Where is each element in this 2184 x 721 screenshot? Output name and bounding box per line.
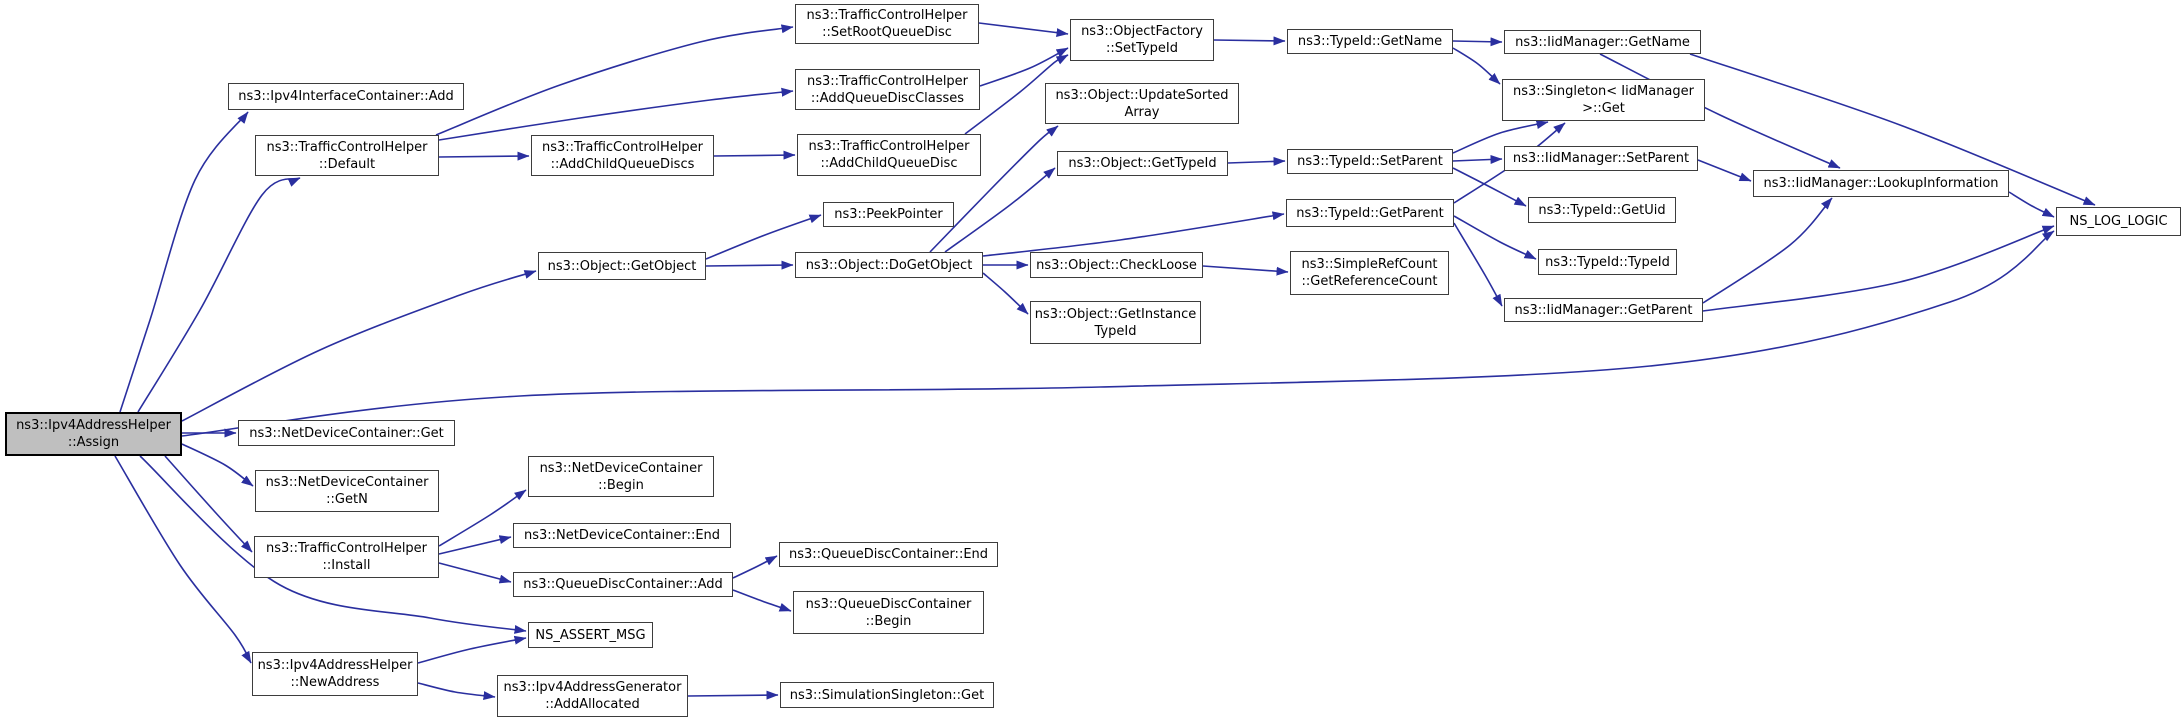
edge-qdcAdd-qdcEnd xyxy=(733,556,777,578)
node-label: ns3::TrafficControlHelper xyxy=(266,139,428,155)
node-addAlloc[interactable] xyxy=(497,675,688,717)
node-ifcAdd[interactable] xyxy=(228,83,464,110)
node-label: ns3::IidManager::LookupInformation xyxy=(1763,176,1999,191)
node-newAddr[interactable] xyxy=(252,652,418,696)
node-label: ns3::Ipv4InterfaceContainer::Add xyxy=(238,89,454,104)
edge-tidSetParent-iidSetParent xyxy=(1453,159,1502,161)
node-qdcBegin[interactable] xyxy=(793,591,984,634)
node-label: Array xyxy=(1124,104,1160,120)
node-label: ns3::IidManager::GetParent xyxy=(1514,302,1693,318)
node-label: ns3::QueueDiscContainer xyxy=(805,596,972,612)
node-label: ns3::TrafficControlHelper xyxy=(806,8,968,23)
node-simSingleton[interactable] xyxy=(780,682,994,708)
edge-checkLoose-simpleRef xyxy=(1203,266,1288,272)
node-iidSetParent[interactable] xyxy=(1504,146,1698,171)
node-label: ns3::Object::GetInstance xyxy=(1034,306,1197,322)
node-label: ns3::NetDeviceContainer::End xyxy=(523,528,721,543)
node-ndcGet[interactable] xyxy=(238,420,455,446)
node-peek[interactable] xyxy=(823,202,954,227)
edge-install-qdcAdd xyxy=(439,563,511,582)
node-assertMsg[interactable] xyxy=(528,622,653,648)
node-tidSetParent[interactable] xyxy=(1287,149,1453,174)
node-label: ::Install xyxy=(322,558,371,573)
node-label: ::Begin xyxy=(598,477,644,493)
node-checkLoose[interactable] xyxy=(1030,252,1203,278)
edge-iidSetParent-lookup xyxy=(1698,160,1751,181)
node-label: ns3::Object::CheckLoose xyxy=(1036,257,1197,273)
node-qdcEnd[interactable] xyxy=(779,542,998,567)
node-label: ns3::QueueDiscContainer::Add xyxy=(523,577,723,592)
node-label: ns3::QueueDiscContainer::End xyxy=(788,547,989,562)
node-label: ns3::Ipv4AddressHelper xyxy=(257,658,413,673)
edge-tidSetParent-tidGetUid xyxy=(1453,168,1526,206)
node-label: ::Assign xyxy=(67,435,120,450)
edge-default-addQDC xyxy=(439,91,793,140)
edge-default-addChildQDs xyxy=(439,156,529,157)
node-iidGetName[interactable] xyxy=(1504,30,1701,54)
node-label: ns3::Object::GetTypeId xyxy=(1068,156,1217,171)
node-singletonGet[interactable] xyxy=(1502,79,1705,121)
node-label: ::Begin xyxy=(865,613,912,629)
node-doGetObj[interactable] xyxy=(795,252,983,278)
edge-getObj-doGetObj xyxy=(706,265,793,266)
edge-assign-ifcAdd xyxy=(120,112,248,412)
edge-addQDC-facSetTid xyxy=(980,48,1068,86)
node-updSorted[interactable] xyxy=(1045,83,1239,124)
node-ndcGetN[interactable] xyxy=(255,470,439,512)
node-facSetTid[interactable] xyxy=(1070,19,1214,61)
node-label: ::AddChildQueueDiscs xyxy=(550,156,695,172)
node-simpleRef[interactable] xyxy=(1290,251,1449,295)
node-label: ns3::Object::DoGetObject xyxy=(805,257,973,273)
node-label: NS_LOG_LOGIC xyxy=(2069,214,2168,229)
node-label: ns3::TypeId::SetParent xyxy=(1297,154,1443,169)
node-tidGetUid[interactable] xyxy=(1528,197,1676,223)
node-iidGetParent[interactable] xyxy=(1504,298,1703,322)
node-ndcEnd[interactable] xyxy=(513,523,731,548)
node-lookup[interactable] xyxy=(1753,170,2009,197)
node-label: ::Default xyxy=(318,156,376,172)
node-install[interactable] xyxy=(254,536,439,578)
node-label: ns3::TrafficControlHelper xyxy=(808,139,970,154)
node-label: ns3::TypeId::GetParent xyxy=(1296,205,1444,221)
node-label: ::SetRootQueueDisc xyxy=(822,25,952,40)
node-getObj[interactable] xyxy=(538,252,706,280)
node-label: ns3::NetDeviceContainer::Get xyxy=(249,425,444,441)
node-label: ns3::TypeId::TypeId xyxy=(1545,254,1670,270)
edge-tidGetParent-iidGetParent xyxy=(1454,223,1502,306)
node-label: ns3::NetDeviceContainer xyxy=(265,475,429,490)
edge-facSetTid-tidGetName xyxy=(1214,40,1285,41)
node-label: ns3::NetDeviceContainer xyxy=(539,460,703,476)
edge-tidGetName-iidGetName xyxy=(1453,41,1502,42)
edge-tidGetParent-tidTypeId xyxy=(1454,216,1536,259)
edge-objGetTid-tidSetParent xyxy=(1228,161,1285,163)
node-label: >::Get xyxy=(1582,101,1625,116)
node-label: ns3::TrafficControlHelper xyxy=(265,541,428,556)
node-label: ::GetReferenceCount xyxy=(1301,274,1438,289)
edge-assign-ndcGetN xyxy=(182,444,253,486)
node-setRoot[interactable] xyxy=(795,4,979,44)
node-nslog[interactable] xyxy=(2056,207,2181,236)
node-qdcAdd[interactable] xyxy=(513,572,733,597)
edge-newAddr-addAlloc xyxy=(418,683,495,697)
node-label: ::SetTypeId xyxy=(1105,41,1179,56)
edge-doGetObj-tidGetParent xyxy=(983,214,1284,256)
edge-qdcAdd-qdcBegin xyxy=(733,590,791,611)
node-label: ns3::PeekPointer xyxy=(834,207,943,222)
node-label: ::NewAddress xyxy=(290,675,380,690)
edge-tidGetName-singletonGet xyxy=(1453,48,1500,84)
edge-default-setRoot xyxy=(436,27,793,135)
edge-addChildQDs-addChildQD xyxy=(714,155,795,156)
node-tidGetName[interactable] xyxy=(1287,29,1453,54)
node-label: ns3::TrafficControlHelper xyxy=(541,139,704,155)
node-label: ::AddChildQueueDisc xyxy=(820,156,958,171)
edge-newAddr-assertMsg xyxy=(418,638,526,663)
node-label: ns3::Singleton< IidManager xyxy=(1512,84,1694,99)
node-label: ns3::Object::GetObject xyxy=(547,258,697,274)
node-label: ns3::IidManager::SetParent xyxy=(1512,151,1690,166)
node-label: ns3::Ipv4AddressHelper xyxy=(16,418,171,433)
node-label: ::AddQueueDiscClasses xyxy=(810,90,965,106)
node-default[interactable] xyxy=(255,135,439,176)
node-label: ns3::TypeId::GetUid xyxy=(1538,202,1666,218)
node-ndcBegin[interactable] xyxy=(528,456,714,497)
node-label: ns3::ObjectFactory xyxy=(1081,24,1203,39)
edge-assign-install xyxy=(165,456,252,552)
node-addChildQDs[interactable] xyxy=(531,135,714,176)
edge-assign-newAddr xyxy=(115,456,251,663)
node-tidTypeId[interactable] xyxy=(1538,249,1677,275)
node-label: ::GetN xyxy=(326,492,368,507)
edge-addAlloc-simSingleton xyxy=(688,695,778,696)
node-label: TypeId xyxy=(1094,323,1137,339)
edge-iidGetParent-lookup xyxy=(1703,198,1832,303)
node-label: ns3::Object::UpdateSorted xyxy=(1055,87,1229,103)
node-addChildQD[interactable] xyxy=(797,134,981,176)
node-label: ns3::SimpleRefCount xyxy=(1301,257,1438,272)
node-label: ns3::TrafficControlHelper xyxy=(806,73,969,89)
node-assign[interactable] xyxy=(5,412,182,456)
node-label: ::AddAllocated xyxy=(545,697,640,712)
node-label: ns3::Ipv4AddressGenerator xyxy=(503,680,682,695)
node-objGetTid[interactable] xyxy=(1057,151,1228,176)
node-label: ns3::TypeId::GetName xyxy=(1297,34,1443,49)
node-tidGetParent[interactable] xyxy=(1286,199,1454,227)
edge-assign-default xyxy=(138,178,300,412)
node-addQDC[interactable] xyxy=(795,69,980,110)
node-label: ns3::IidManager::GetName xyxy=(1515,34,1690,50)
node-label: NS_ASSERT_MSG xyxy=(535,627,646,643)
edge-doGetObj-getInstTid xyxy=(983,273,1028,314)
node-label: ns3::SimulationSingleton::Get xyxy=(789,687,985,703)
edge-setRoot-facSetTid xyxy=(979,23,1068,34)
edge-lookup-nslog xyxy=(2009,192,2054,217)
node-getInstTid[interactable] xyxy=(1030,301,1201,344)
